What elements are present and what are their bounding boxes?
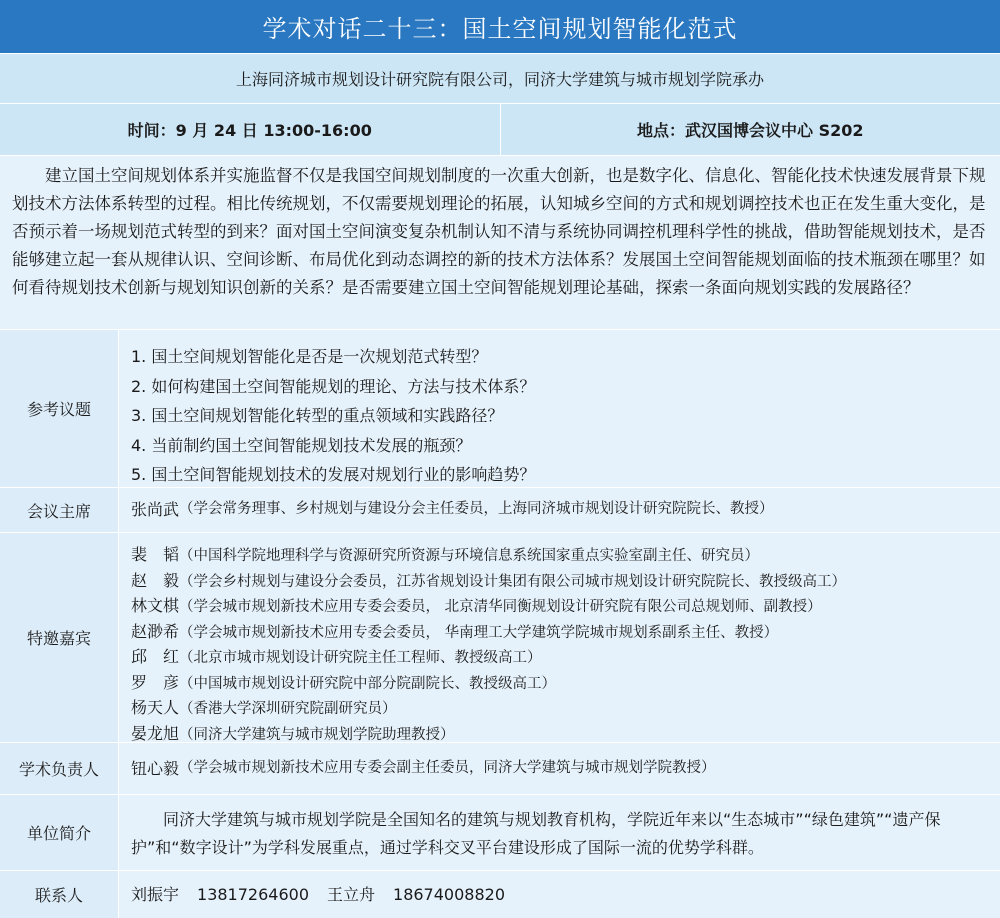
guest-name: 赵渺希 [131, 621, 180, 641]
guest-item [131, 543, 988, 569]
contact-person: 刘振宇 [131, 884, 180, 904]
guest-name: 杨天人 [131, 698, 180, 717]
topic-item: 2. 如何构建国土空间智能规划的理论、方法与技术体系？ [131, 376, 536, 396]
leader-content [119, 743, 1000, 794]
guest-name: 晏龙旭 [131, 723, 180, 743]
topic-item: 5. 国土空间智能规划技术的发展对规划行业的影响趋势？ [131, 465, 536, 484]
guests-label: 特邀嘉宾 [0, 533, 119, 742]
guest-item [131, 620, 988, 646]
chair-content [119, 488, 1000, 532]
guest-desc: （北京市城市规划设计研究院主任工程师、教授级高工） [179, 650, 542, 666]
chair-desc: （学会常务理事、乡村规划与建设分会主任委员，上海同济城市规划设计研究院院长、教授） [179, 501, 774, 518]
leader-label: 学术负责人 [0, 743, 119, 794]
unit-label: 单位简介 [0, 795, 119, 870]
guest-name: 赵 毅 [131, 570, 180, 590]
unit-section [0, 795, 1000, 871]
topic-item: 3. 国土空间规划智能化转型的重点领域和实践路径？ [131, 406, 504, 425]
guest-item [131, 696, 988, 722]
guest-desc: （同济大学建筑与城市规划学院助理教授） [179, 726, 455, 743]
guest-item [131, 671, 988, 697]
guest-desc: （中国城市规划设计研究院中部分院副院长、教授级高工） [179, 675, 557, 692]
unit-text: 同济大学建筑与城市规划学院是全国知名的建筑与规划教育机构，学院近年来以“生态城市”“绿色建筑”“遗产保护”和“数字设计”为学科发展重点，通过学科交叉平台建设形成了国际一流的优势学科群。 [131, 810, 941, 857]
contact-phone: 18674008820 [393, 884, 505, 904]
leader-section [0, 743, 1000, 795]
guests-list [119, 533, 1000, 742]
guest-desc: （香港大学深圳研究院副研究员） [179, 701, 397, 717]
organizer-line: 上海同济城市规划设计研究院有限公司，同济大学建筑与城市规划学院承办 [0, 54, 1000, 104]
chair-section [0, 488, 1000, 533]
leader-desc: （学会城市规划新技术应用专委会副主任委员，同济大学建筑与城市规划学院教授） [179, 759, 716, 776]
topics-list [119, 330, 1000, 487]
guest-item [131, 569, 988, 595]
guests-section [0, 533, 1000, 743]
contact-section [0, 871, 1000, 918]
guest-item [131, 594, 988, 620]
topic-item: 4. 当前制约国土空间智能规划技术发展的瓶颈？ [131, 435, 472, 455]
guest-desc: （中国科学院地理科学与资源研究所资源与环境信息系统国家重点实验室副主任、研究员） [179, 548, 760, 564]
topics-section [0, 330, 1000, 488]
event-place: 地点：武汉国博会议中心 S202 [500, 104, 1000, 155]
chair-name: 张尚武 [131, 500, 180, 520]
guest-name: 林文棋 [131, 596, 180, 615]
topics-label: 参考议题 [0, 330, 119, 487]
topic-item: 1. 国土空间规划智能化是否是一次规划范式转型？ [131, 347, 488, 366]
time-place-row [0, 104, 1000, 156]
contact-phone: 13817264600 [197, 884, 309, 904]
contact-content [119, 871, 1000, 918]
guest-name: 罗 彦 [131, 672, 180, 692]
contact-label: 联系人 [0, 871, 119, 918]
guest-desc: （学会乡村规划与建设分会委员，江苏省规划设计集团有限公司城市规划设计研究院院长、教授级高工） [179, 573, 847, 590]
guest-desc: （学会城市规划新技术应用专委会委员， 华南理工大学建筑学院城市规划系副系主任、教授） [179, 624, 779, 641]
guest-desc: （学会城市规划新技术应用专委会委员， 北京清华同衡规划设计研究院有限公司总规划师、副教授） [179, 599, 822, 615]
leader-name: 钮心毅 [131, 758, 180, 778]
event-time: 时间：9 月 24 日 13:00-16:00 [127, 121, 372, 140]
guest-item [131, 645, 988, 671]
page-title: 学术对话二十三：国土空间规划智能化范式 [0, 0, 1000, 54]
guest-name: 裴 韬 [131, 545, 180, 564]
guest-name: 邱 红 [131, 647, 180, 666]
chair-label: 会议主席 [0, 488, 119, 532]
contact-person: 王立舟 [327, 884, 376, 904]
intro-paragraph: 建立国土空间规划体系并实施监督不仅是我国空间规划制度的一次重大创新，也是数字化、信息化、智能化技术快速发展背景下规划技术方法体系转型的过程。相比传统规划，不仅需要规划理论的拓展，认知城乡空间的方式和规划调控技术也正在发生重大变化，是否预示着一场规划范式转型的到来？面对国土空间演变复杂机制认知不清与系统协同调控机理科学性的挑战，借助智能规划技术，是否能够建立起一套从规律认识、空间诊断、布局优化到动态调控的新的技术方法体系？发展国土空间智能规划面临的技术瓶颈在哪里？如何看待规划技术创新与规划知识创新的关系？是否需要建立国土空间智能规划理论基础，探索一条面向规划实践的发展路径？ [0, 156, 1000, 330]
